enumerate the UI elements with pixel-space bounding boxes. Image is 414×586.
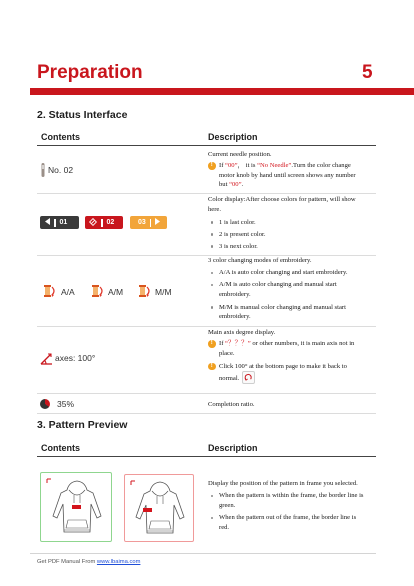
footer-text: Get PDF Manual From bbox=[37, 559, 97, 565]
badge-divider bbox=[54, 219, 56, 227]
manual-manual-mode-icon bbox=[138, 283, 152, 304]
completion-pie-icon bbox=[40, 399, 50, 409]
bullet-line: When the pattern is within the frame, the border line is bbox=[219, 491, 364, 499]
needle-description bbox=[208, 150, 380, 190]
column-header-description: Description bbox=[208, 132, 258, 142]
column-header-contents: Contents bbox=[41, 443, 80, 453]
note-highlight: “00” bbox=[225, 162, 238, 170]
needle-description-title: Current needle position. bbox=[208, 151, 272, 158]
axis-reset-note-line: Click 100° at the bottom page to make it back to bbox=[219, 362, 347, 370]
left-arrow-icon bbox=[45, 218, 50, 227]
pattern-preview-title: Display the position of the pattern in frame you selected. bbox=[208, 480, 358, 487]
completion-title: Completion ratio. bbox=[208, 401, 255, 408]
bullet-line: A/A is auto color changing and start embroidery. bbox=[219, 268, 348, 276]
pattern-in-frame-preview bbox=[40, 472, 112, 542]
footer-link[interactable]: www.lbaima.com bbox=[96, 559, 141, 565]
last-color-number: 01 bbox=[59, 219, 68, 226]
note-text: normal. bbox=[219, 375, 240, 383]
modes-description bbox=[208, 256, 380, 322]
axis-reset-icon bbox=[242, 371, 255, 384]
note-text: . bbox=[241, 181, 244, 189]
color-display-bullets bbox=[208, 218, 380, 252]
bullet-item: 1 is last color. bbox=[208, 218, 380, 228]
modes-bullets bbox=[208, 268, 380, 322]
footer bbox=[37, 559, 140, 565]
bullet-line: M/M is manual color changing and manual start bbox=[219, 303, 346, 311]
color-display-title: here. bbox=[208, 205, 221, 213]
row-divider bbox=[37, 413, 376, 414]
axis-note-line: place. bbox=[219, 349, 235, 357]
section-heading-pattern-preview: 3. Pattern Preview bbox=[37, 419, 128, 431]
needle-note-line: motor knob by hand until screen shows any number bbox=[219, 171, 356, 179]
last-color-badge bbox=[40, 216, 79, 229]
header-rule bbox=[30, 88, 414, 95]
status-table-header bbox=[37, 130, 376, 146]
note-highlight: “No Needle” bbox=[257, 162, 292, 170]
bullet-line: A/M is auto color changing and manual start bbox=[219, 280, 337, 288]
note-text: If bbox=[219, 162, 226, 170]
hoodie-icon bbox=[41, 473, 111, 541]
row-divider bbox=[37, 393, 376, 394]
axis-reset-note-line bbox=[219, 372, 380, 385]
next-color-number: 03 bbox=[138, 219, 146, 226]
pattern-preview-description bbox=[208, 479, 380, 532]
auto-manual-mode-icon bbox=[91, 283, 105, 304]
right-arrow-icon bbox=[155, 218, 160, 227]
warning-icon: ! bbox=[208, 340, 216, 348]
axis-title: Main axis degree display. bbox=[208, 329, 276, 336]
axis-note bbox=[208, 339, 380, 358]
needle-note-line bbox=[219, 161, 380, 171]
note-highlight: “？？？” bbox=[225, 340, 251, 348]
mode-label-auto-auto: A/A bbox=[61, 287, 75, 297]
badge-divider bbox=[101, 219, 103, 227]
axis-reset-note bbox=[208, 362, 380, 386]
pattern-preview-bullets bbox=[208, 491, 380, 532]
hoodie-icon bbox=[125, 475, 193, 541]
axis-angle-icon bbox=[40, 352, 53, 370]
needle-icon bbox=[40, 163, 46, 182]
completion-description bbox=[208, 400, 380, 410]
bullet-item bbox=[208, 491, 380, 510]
badge-divider bbox=[150, 219, 152, 227]
bullet-line: green. bbox=[219, 501, 236, 509]
axis-degree-label: axes: 100° bbox=[55, 353, 96, 363]
pattern-out-of-frame-preview bbox=[124, 474, 194, 542]
axis-note-line bbox=[219, 339, 380, 349]
completion-label: 35% bbox=[57, 399, 75, 409]
row-divider bbox=[37, 193, 376, 194]
footer-rule bbox=[30, 553, 376, 554]
note-text: If bbox=[219, 340, 226, 348]
note-text: .Turn the color change bbox=[291, 162, 351, 170]
mode-label-auto-manual: A/M bbox=[108, 287, 124, 297]
bullet-item bbox=[208, 268, 380, 278]
section-heading-status-interface: 2. Status Interface bbox=[37, 109, 128, 121]
bullet-line: red. bbox=[219, 523, 230, 531]
next-color-badge bbox=[130, 216, 167, 229]
color-display-description bbox=[208, 195, 380, 251]
column-header-description: Description bbox=[208, 443, 258, 453]
axis-description bbox=[208, 328, 380, 385]
warning-icon: ! bbox=[208, 363, 216, 371]
needle-note-line bbox=[219, 180, 380, 190]
row-divider bbox=[37, 326, 376, 327]
column-header-contents: Contents bbox=[41, 132, 80, 142]
note-text: or other numbers, it is main axis not in bbox=[250, 340, 355, 348]
auto-auto-mode-icon bbox=[43, 283, 57, 304]
present-color-badge bbox=[85, 216, 123, 229]
bullet-line: embroidery. bbox=[219, 313, 251, 321]
note-highlight: “00” bbox=[229, 181, 242, 189]
bullet-line: When the pattern out of the frame, the border line is bbox=[219, 513, 357, 521]
bullet-item: 3 is next color. bbox=[208, 242, 380, 252]
color-display-title: Color display:After choose colors for pattern, will show bbox=[208, 196, 356, 203]
needle-note bbox=[208, 161, 380, 190]
bullet-line: embroidery. bbox=[219, 290, 251, 298]
page-title: Preparation bbox=[37, 62, 143, 83]
needle-stop-icon bbox=[89, 218, 97, 228]
present-color-number: 02 bbox=[106, 219, 115, 226]
mode-label-manual-manual: M/M bbox=[155, 287, 172, 297]
bullet-item bbox=[208, 513, 380, 532]
preview-table-header bbox=[37, 441, 376, 457]
needle-number-label: No. 02 bbox=[48, 165, 74, 175]
warning-icon: ! bbox=[208, 162, 216, 170]
modes-title: 3 color changing modes of embroidery. bbox=[208, 257, 312, 264]
bullet-item bbox=[208, 303, 380, 322]
page-number: 5 bbox=[362, 62, 373, 83]
note-text: but bbox=[219, 181, 230, 189]
bullet-item bbox=[208, 280, 380, 299]
note-text: ， it is bbox=[237, 162, 258, 170]
bullet-item: 2 is present color. bbox=[208, 230, 380, 240]
